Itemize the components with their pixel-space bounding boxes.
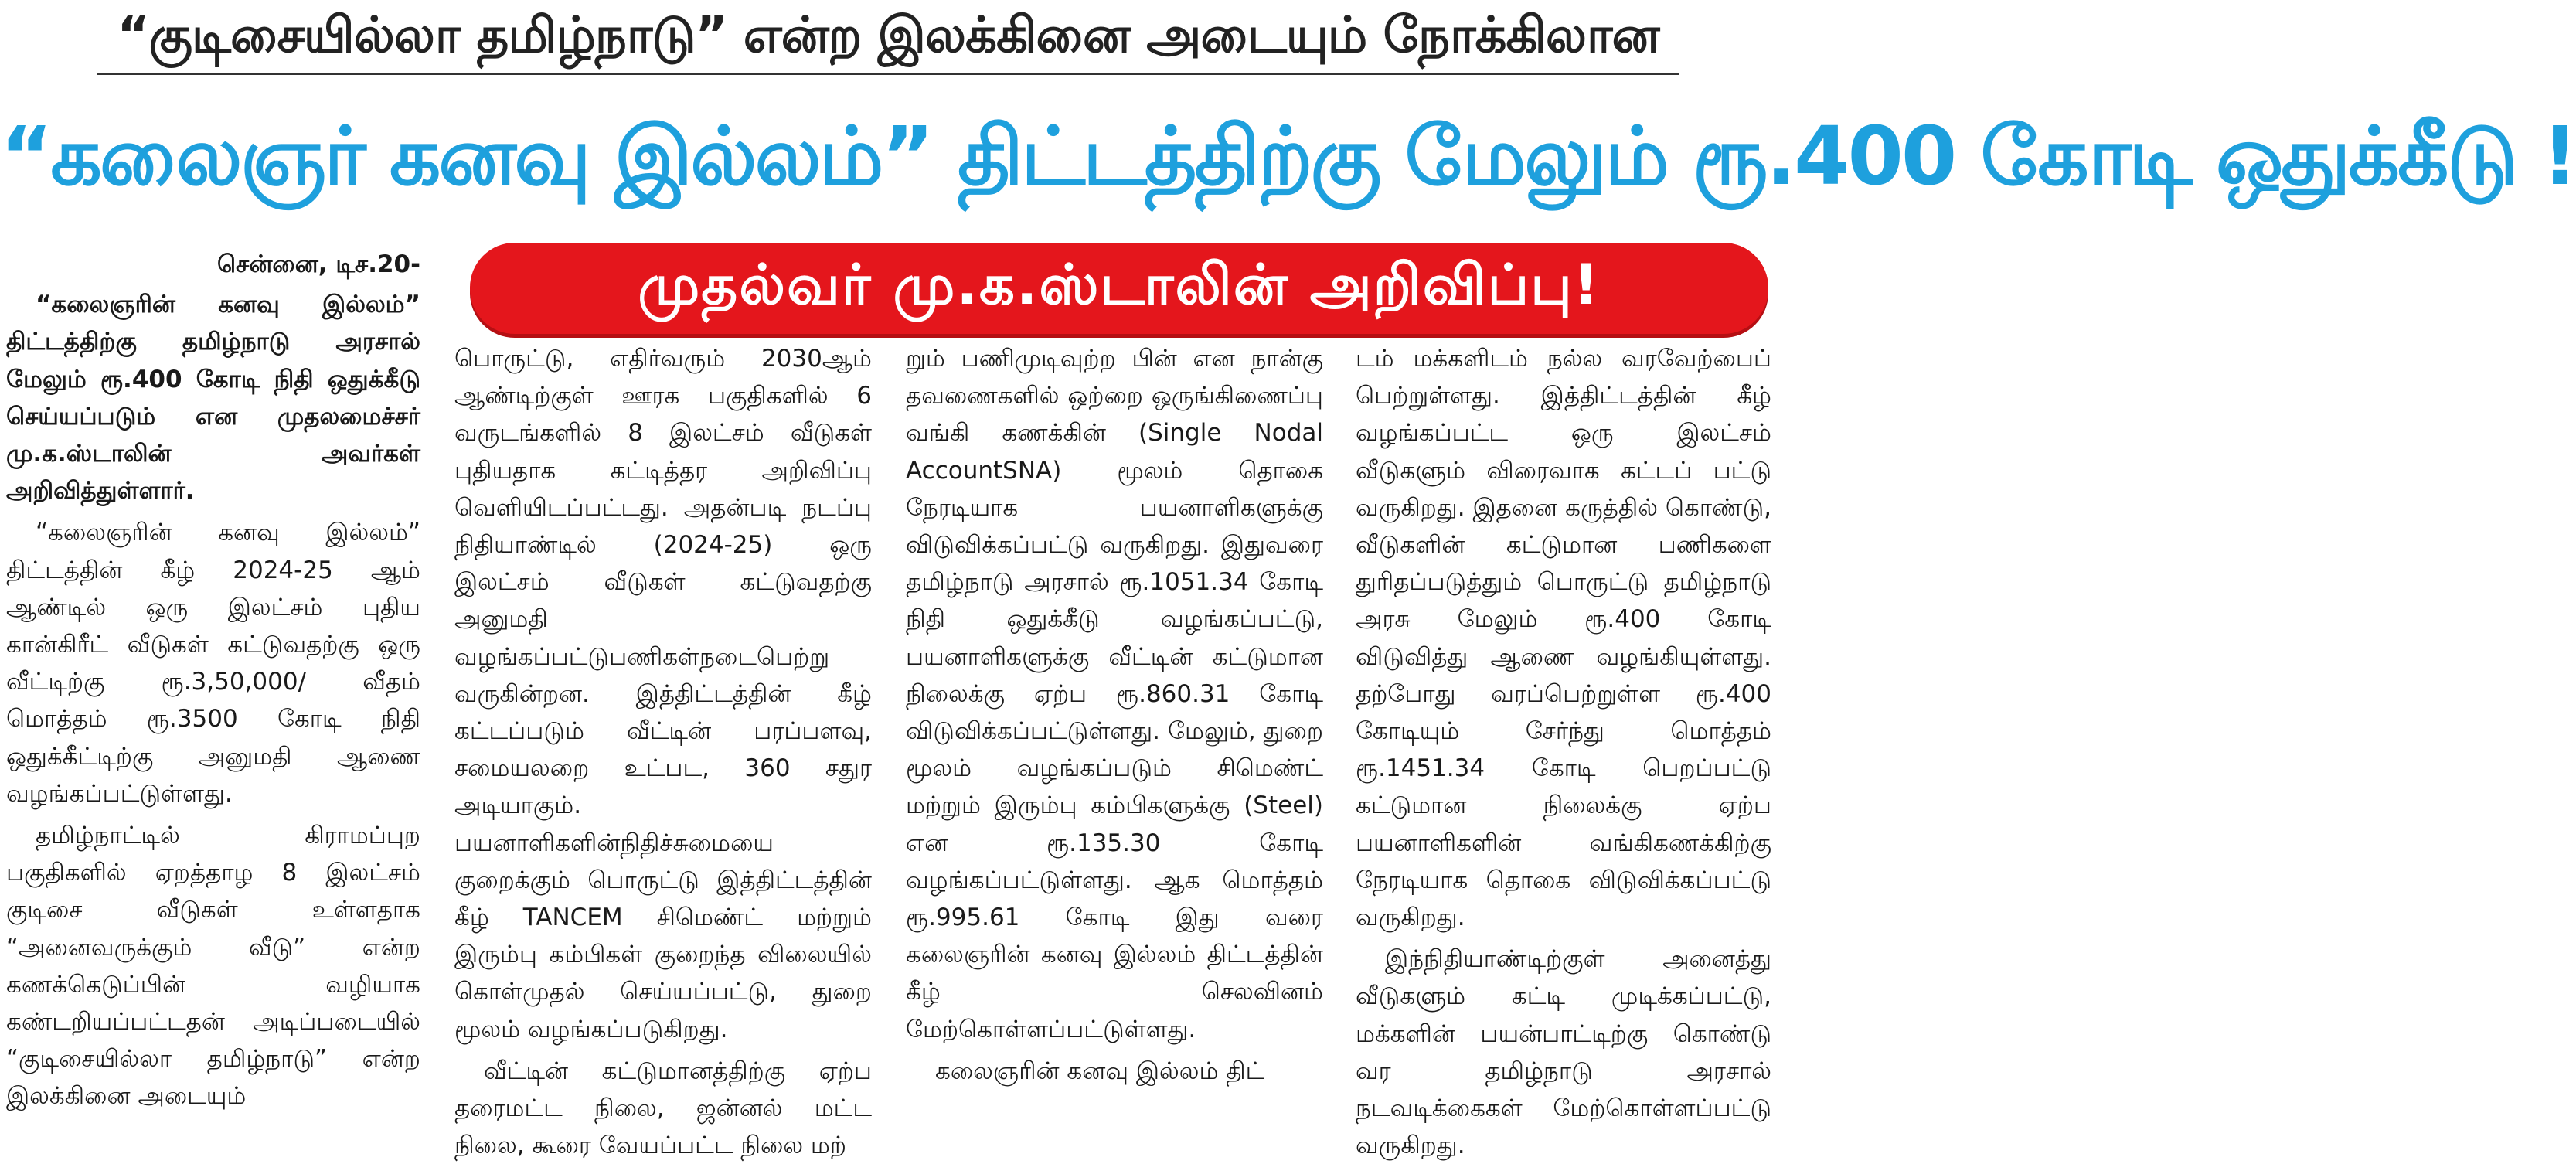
banner-text: முதல்வர் மு.க.ஸ்டாலின் அறிவிப்பு!: [638, 252, 1601, 317]
article-column-4: [1356, 340, 1771, 1164]
body-paragraph: பொருட்டு, எதிர்வரும் 2030ஆம் ஆண்டிற்குள் ஊரக பகுதிகளில் 6 வருடங்களில் 8 இலட்சம் வீடுகள் புதியதாக கட்டித்தர அறிவிப்பு வெளியிடப்பட்டது. அதன்படி நடப்பு நிதியாண்டில் (2024-25) ஒரு இலட்சம் வீடுகள் கட்டுவதற்கு அனுமதி வழங்கப்பட்டுபணிகள்நடைபெற்று வருகின்றன. இத்திட்டத்தின் கீழ் கட்டப்படும் வீட்டின் பரப்பளவு, சமையலறை உட்பட, 360 சதுர அடியாகும். பயனாளிகளின்நிதிச்சுமையை குறைக்கும் பொருட்டு இத்திட்டத்தின் கீழ் TANCEM சிமெண்ட் மற்றும் இரும்பு கம்பிகள் குறைந்த விலையில் கொள்முதல் செய்யப்பட்டு, துறை மூலம் வழங்கப்படுகிறது.: [454, 345, 872, 1043]
body-paragraph: இந்நிதியாண்டிற்குள் அனைத்து வீடுகளும் கட்டி முடிக்கப்பட்டு, மக்களின் பயன்பாட்டிற்கு கொண்டு வர தமிழ்நாடு அரசால் நடவடிக்கைகள் மேற்கொள்ளப்பட்டு வருகிறது.: [1356, 945, 1771, 1160]
body-paragraph: தமிழ்நாட்டில் கிராமப்புற பகுதிகளில் ஏறத்தாழ 8 இலட்சம் குடிசை வீடுகள் உள்ளதாக “அனைவருக்கும் வீடு” என்ற கணக்கெடுப்பின் வழியாக கண்டறியப்பட்டதன் அடிப்படையில் “குடிசையில்லா தமிழ்நாடு” என்ற இலக்கினை அடையும்: [6, 822, 420, 1111]
body-paragraph: “கலைஞரின் கனவு இல்லம்” திட்டத்தின் கீழ் 2024-25 ஆம் ஆண்டில் ஒரு இலட்சம் புதிய கான்கிரீட் வீடுகள் கட்டுவதற்கு ஒரு வீட்டிற்கு ரூ.3,50,000/ வீதம் மொத்தம் ரூ.3500 கோடி நிதி ஒதுக்கீட்டிற்கு அனுமதி ஆணை வழங்கப்பட்டுள்ளது.: [6, 519, 420, 808]
article-column-2: [454, 340, 872, 1164]
dateline: சென்னை, டிச.20-: [217, 250, 420, 278]
body-paragraph: டம் மக்களிடம் நல்ல வரவேற்பைப் பெற்றுள்ளது. இத்திட்டத்தின் கீழ் வழங்கப்பட்ட ஒரு இலட்சம் வீடுகளும் விரைவாக கட்டப் பட்டு வருகிறது. இதனை கருத்தில் கொண்டு, வீடுகளின் கட்டுமான பணிகளை துரிதப்படுத்தும் பொருட்டு தமிழ்நாடு அரசு மேலும் ரூ.400 கோடி விடுவித்து ஆணை வழங்கியுள்ளது. தற்போது வரப்பெற்றுள்ள ரூ.400 கோடியும் சேர்ந்து மொத்தம் ரூ.1451.34 கோடி பெறப்பட்டு கட்டுமான நிலைக்கு ஏற்ப பயனாளிகளின் வங்கிகணக்கிற்கு நேரடியாக தொகை விடுவிக்கப்பட்டு வருகிறது.: [1356, 345, 1771, 932]
body-paragraph: றும் பணிமுடிவுற்ற பின் என நான்கு தவணைகளில் ஒற்றை ஒருங்கிணைப்பு வங்கி கணக்கின் (Single Nodal AccountSNA) மூலம் தொகை நேரடியாக பயனாளிகளுக்கு விடுவிக்கப்பட்டு வருகிறது. இதுவரை தமிழ்நாடு அரசால் ரூ.1051.34 கோடி நிதி ஒதுக்கீடு வழங்கப்பட்டு, பயனாளிகளுக்கு வீட்டின் கட்டுமான நிலைக்கு ஏற்ப ரூ.860.31 கோடி விடுவிக்கப்பட்டுள்ளது. மேலும், துறை மூலம் வழங்கப்படும் சிமெண்ட் மற்றும் இரும்பு கம்பிகளுக்கு (Steel) என ரூ.135.30 கோடி வழங்கப்பட்டுள்ளது. ஆக மொத்தம் ரூ.995.61 கோடி இது வரை கலைஞரின் கனவு இல்லம் திட்டத்தின் கீழ் செலவினம் மேற்கொள்ளப்பட்டுள்ளது.: [906, 345, 1323, 1043]
body-paragraph: கலைஞரின் கனவு இல்லம் திட்: [935, 1057, 1265, 1085]
body-paragraph: வீட்டின் கட்டுமானத்திற்கு ஏற்ப தரைமட்ட நிலை, ஜன்னல் மட்ட நிலை, கூரை வேயப்பட்ட நிலை மற்: [454, 1057, 872, 1160]
article-column-3: [906, 340, 1323, 1090]
headline: “கலைஞர் கனவு இல்லம்” திட்டத்திற்கு மேலும் ரூ.400 கோடி ஒதுக்கீடு !: [0, 109, 2576, 203]
article-column-1: [6, 246, 420, 1115]
lead-paragraph: “கலைஞரின் கனவு இல்லம்” திட்டத்திற்கு தமிழ்நாடு அரசால் மேலும் ரூ.400 கோடி நிதி ஒதுக்கீடு செய்யப்படும் என முதலமைச்சர் மு.க.ஸ்டாலின் அவர்கள் அறிவித்துள்ளார்.: [6, 291, 420, 505]
announcement-banner: [470, 243, 1768, 334]
kicker-line: “குடிசையில்லா தமிழ்நாடு” என்ற இலக்கினை அடையும் நோக்கிலான: [117, 7, 1659, 64]
kicker-divider: [97, 73, 1679, 75]
